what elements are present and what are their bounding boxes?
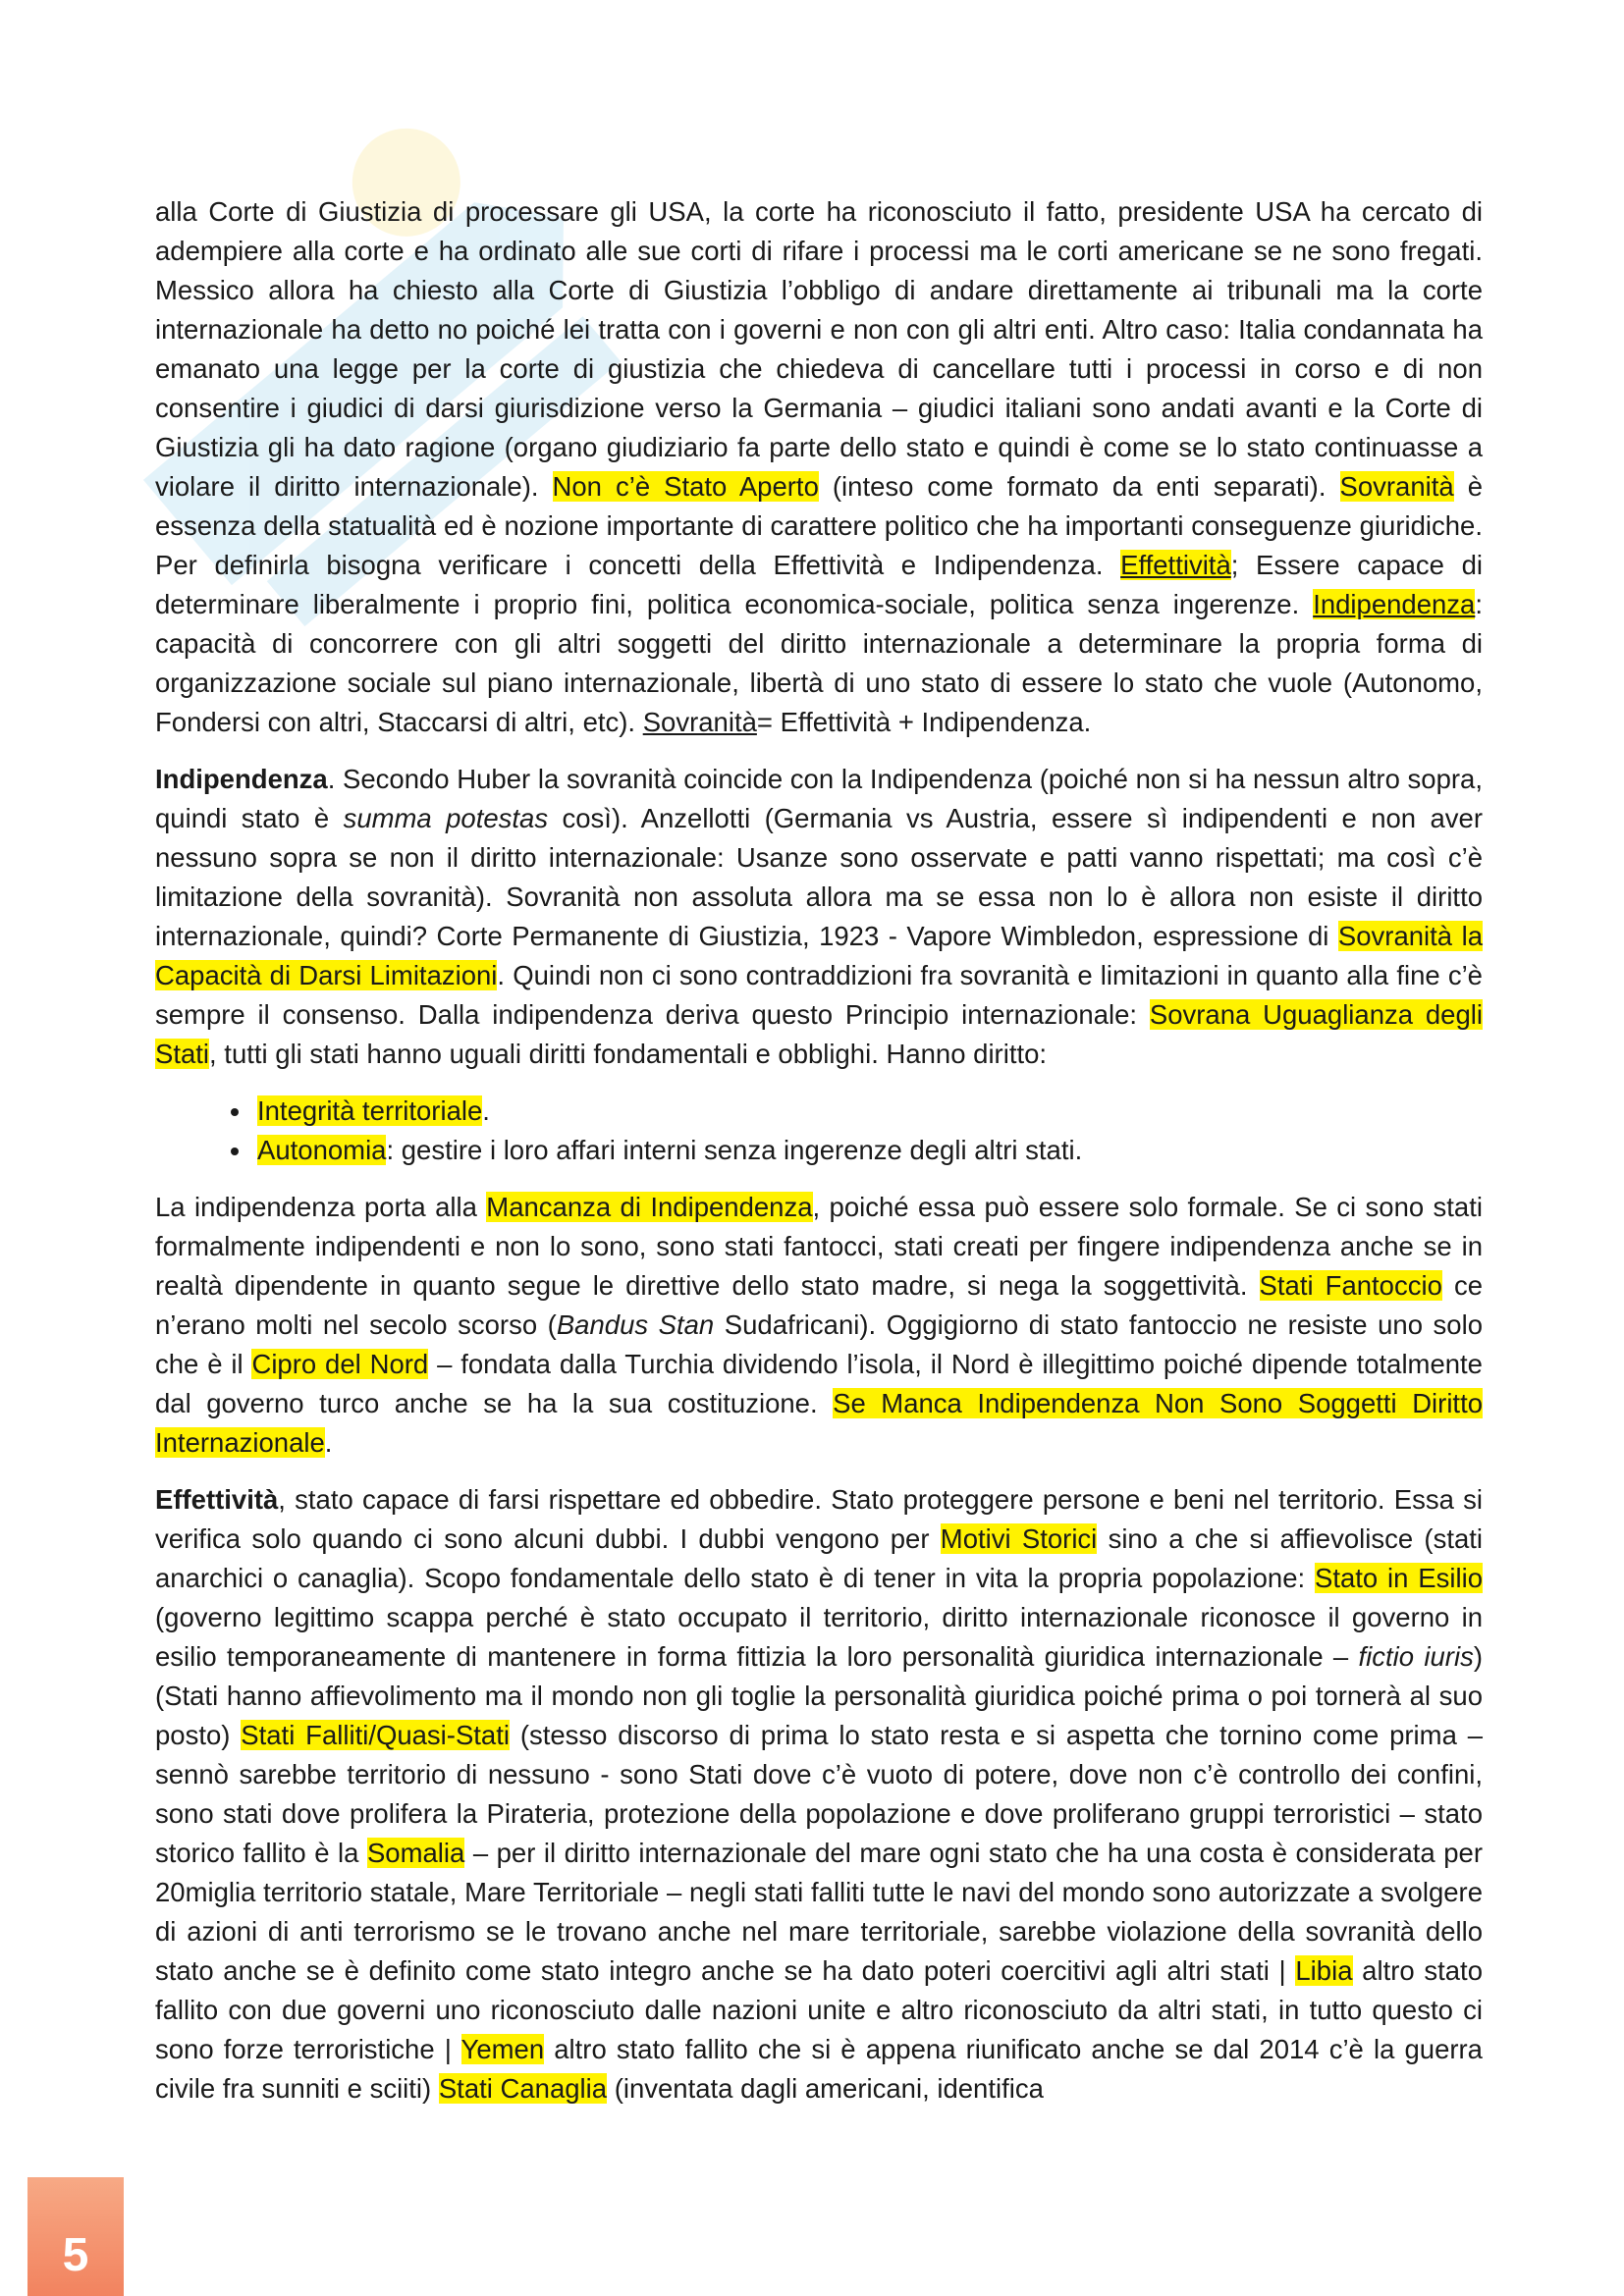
- paragraph-sovranita: [155, 192, 1483, 742]
- text: altro stato fallito con due governi uno riconosciuto dalle nazioni unite e altro riconosciuto da altri stati, in tutto questo ci sono forze terroristiche |: [155, 1955, 1483, 2064]
- text: – per il diritto internazionale del mare ogni stato che ha una costa è considerata per 20miglia territorio statale, Mare Territoriale – negli stati falliti tutte le navi del mondo sono autorizzate a svolgere di azioni di anti terrorismo se le trovano anche nel mare territoriale, sarebbe violazione della sovranità dello stato anche se è definito come stato integro anche se ha dato poteri coercitivi agli altri stati |: [155, 1838, 1483, 1986]
- bold-indipendenza: Indipendenza: [155, 764, 328, 794]
- rights-list: [155, 1092, 1483, 1170]
- page-number: 5: [62, 2229, 89, 2281]
- highlight-autonomia: Autonomia: [257, 1135, 387, 1165]
- highlight-sovranita: Sovranità: [1339, 471, 1454, 502]
- highlight-stato-aperto: Non c’è Stato Aperto: [552, 471, 819, 502]
- highlight-cipro-del-nord: Cipro del Nord: [251, 1349, 429, 1379]
- highlight-libia: Libia: [1295, 1955, 1353, 1986]
- highlight-stato-in-esilio: Stato in Esilio: [1314, 1563, 1483, 1593]
- text: – fondata dalla Turchia dividendo l’isola, il Nord è illegittimo poiché dipende totalmente dal governo turco anche se ha la sua costituzione.: [155, 1349, 1483, 1418]
- highlight-motivi-storici: Motivi Storici: [940, 1523, 1098, 1554]
- text: .: [324, 1427, 333, 1458]
- text: : capacità di concorrere con gli altri soggetti del diritto internazionale a determinare la propria forma di organizzazione sociale sul piano internazionale, libertà di uno stato di essere lo stato che vuole (Autonomo, Fondersi con altri, Staccarsi di altri, etc).: [155, 589, 1483, 737]
- italic-summa-potestas: summa potestas: [343, 803, 549, 833]
- text: , tutti gli stati hanno uguali diritti fondamentali e obblighi. Hanno diritto:: [209, 1039, 1048, 1069]
- text: .: [482, 1095, 490, 1126]
- text: (stesso discorso di prima lo stato resta e si aspetta che tornino come prima – sennò sarebbe territorio di nessuno - sono Stati dove c’è vuoto di potere, dove non c’è controllo dei confini, sono stati dove prolifera la Pirateria, protezione della popolazione e dove proliferano gruppi terroristici – stato storico fallito è la: [155, 1720, 1483, 1868]
- italic-fictio-iuris: fictio iuris: [1358, 1641, 1474, 1672]
- highlight-indipendenza: Indipendenza: [1313, 589, 1476, 619]
- text: Sudafricani). Oggigiorno di stato fantoccio ne resiste uno solo che è il: [155, 1309, 1483, 1379]
- text: : gestire i loro affari interni senza ingerenze degli altri stati.: [386, 1135, 1083, 1165]
- text: (governo legittimo scappa perché è stato occupato il territorio, diritto internazionale riconosce il governo in esilio temporaneamente di mantenere in forma fittizia la loro personalità giuridica internazionale –: [155, 1602, 1483, 1672]
- text: è essenza della statualità ed è nozione importante di carattere politico che ha importanti conseguenze giuridiche. Per definirla bisogna verificare i concetti della Effettività e Indipendenza.: [155, 471, 1483, 580]
- text: . Quindi non ci sono contraddizioni fra sovranità e limitazioni in quanto alla fine c’è sempre il consenso. Dalla indipendenza deriva questo Principio internazionale:: [155, 960, 1483, 1030]
- text: , poiché essa può essere solo formale. Se ci sono stati formalmente indipendenti e non lo sono, sono stati fantocci, stati creati per fingere indipendenza anche se in realtà dipendente in quanto segue le direttive dello stato madre, si nega la soggettività.: [155, 1192, 1483, 1301]
- highlight-yemen: Yemen: [460, 2034, 545, 2064]
- paragraph-mancanza-indipendenza: [155, 1188, 1483, 1463]
- list-item: [253, 1131, 1483, 1170]
- text: , stato capace di farsi rispettare ed obbedire. Stato proteggere persone e beni nel territorio. Essa si verifica solo quando ci sono alcuni dubbi. I dubbi vengono per: [155, 1484, 1483, 1554]
- document-body: [155, 192, 1483, 2126]
- page-number-badge: [27, 2177, 124, 2296]
- underline-sovranita: Sovranità: [642, 707, 757, 737]
- text: (inteso come formato da enti separati).: [818, 471, 1340, 502]
- text: . Secondo Huber la sovranità coincide con la Indipendenza (poiché non si ha nessun altro sopra, quindi stato è: [155, 764, 1483, 833]
- italic-bandus-stan: Bandus Stan: [556, 1309, 715, 1340]
- list-item: [253, 1092, 1483, 1131]
- text: = Effettività + Indipendenza.: [756, 707, 1092, 737]
- highlight-capacita-limitazioni: Sovranità la Capacità di Darsi Limitazioni: [155, 921, 1483, 990]
- text: La indipendenza porta alla: [155, 1192, 487, 1222]
- highlight-stati-fantoccio: Stati Fantoccio: [1259, 1270, 1442, 1301]
- highlight-effettivita: Effettività: [1120, 550, 1231, 580]
- highlight-integrita: Integrità territoriale: [257, 1095, 483, 1126]
- highlight-somalia: Somalia: [366, 1838, 465, 1868]
- highlight-stati-canaglia: Stati Canaglia: [438, 2073, 608, 2104]
- text: alla Corte di Giustizia di processare gli USA, la corte ha riconosciuto il fatto, presidente USA ha cercato di adempiere alla corte e ha ordinato alle sue corti di rifare i processi ma le corti americane se ne sono fregati. Messico allora ha chiesto alla Corte di Giustizia l’obbligo di andare direttamente ai tribunali ma la corte internazionale ha detto no poiché lei tratta con i governi e non con gli altri enti. Altro caso: Italia condannata ha emanato una legge per la corte di giustizia che chiedeva di cancellare tutti i processi in corso e di non consentire i giudici di darsi giurisdizione verso la Germania – giudici italiani sono andati avanti e la Corte di Giustizia gli ha dato ragione (organo giudiziario fa parte dello stato e quindi è come se lo stato continuasse a violare il diritto internazionale).: [155, 196, 1483, 502]
- text: ce n’erano molti nel secolo scorso (: [155, 1270, 1483, 1340]
- text: così). Anzellotti (Germania vs Austria, essere sì indipendenti e non aver nessuno sopra se non il diritto internazionale: Usanze sono osservate e patti vanno rispettati; ma così c’è limitazione della sovranità). Sovranità non assoluta allora ma se essa non lo è allora non esiste il diritto internazionale, quindi? Corte Permanente di Giustizia, 1923 - Vapore Wimbledon, espressione di: [155, 803, 1483, 951]
- paragraph-indipendenza: [155, 760, 1483, 1074]
- text: sino a che si affievolisce (stati anarchici o canaglia). Scopo fondamentale dello stato è di tener in vita la propria popolazione:: [155, 1523, 1484, 1593]
- highlight-sovrana-uguaglianza: Sovrana Uguaglianza degli Stati: [155, 999, 1483, 1069]
- bold-effettivita: Effettività: [155, 1484, 279, 1515]
- text: ; Essere capace di determinare liberalmente i proprio fini, politica economica-sociale, politica senza ingerenze.: [155, 550, 1484, 619]
- text: )(Stati hanno affievolimento ma il mondo non gli toglie la personalità giuridica poiché prima o poi tornerà al suo posto): [155, 1641, 1483, 1750]
- paragraph-effettivita: [155, 1480, 1483, 2109]
- highlight-stati-falliti: Stati Falliti/Quasi-Stati: [241, 1720, 510, 1750]
- text: altro stato fallito che si è appena riunificato anche se dal 2014 c’è la guerra civile fra sunniti e sciiti): [155, 2034, 1483, 2104]
- highlight-mancanza-indipendenza: Mancanza di Indipendenza: [486, 1192, 813, 1222]
- highlight-non-soggetti: Se Manca Indipendenza Non Sono Soggetti Diritto Internazionale: [155, 1388, 1484, 1458]
- text: (inventata dagli americani, identifica: [607, 2073, 1044, 2104]
